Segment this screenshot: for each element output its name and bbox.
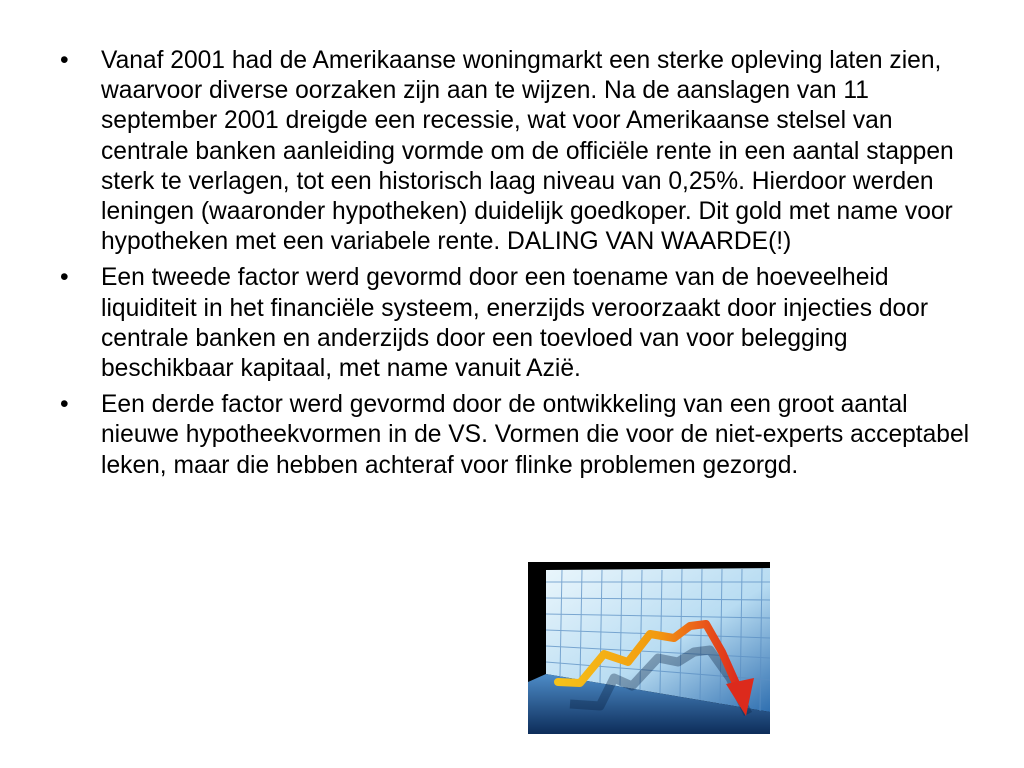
bullet-text: Een derde factor werd gevormd door de ontwikkeling van een groot aantal nieuwe hypotheekvormen in de VS. Vormen die voor de niet-experts acceptabel leken, maar die hebben achteraf voor flinke problemen gezorgd. [101,391,970,479]
bullet-text: Vanaf 2001 had de Amerikaanse woningmarkt een sterke opleving laten zien, waarvoor diverse oorzaken zijn aan te wijzen. Na de aanslagen van 11 september 2001 dreigde een recessie, wat voor Amerikaanse stelsel van centrale banken aanleiding vormde om de officiële rente in een aantal stappen sterk te verlagen, tot een historisch laag niveau van 0,25%. Hierdoor werden leningen (waaronder hypotheken) duidelijk goedkoper. Dit gold met name voor hypotheken met een variabele rente. DALING VAN WAARDE(!) [101,47,954,256]
bullet-text: Een tweede factor werd gevormd door een toename van de hoeveelheid liquiditeit in het financiële systeem, enerzijds veroorzaakt door injecties door centrale banken en anderzijds door een toevloed van voor belegging beschikbaar kapitaal, met name vanuit Azië. [101,264,929,383]
bullet-list [60,46,970,487]
bullet-item-2 [60,263,970,384]
bullet-marker: • [60,47,69,74]
bullet-marker: • [60,391,69,419]
bullet-marker: • [60,264,69,292]
falling-chart-graphic [528,562,770,734]
bullet-item-3 [60,390,970,481]
falling-chart-icon [528,562,770,734]
bullet-item-1 [60,46,970,257]
